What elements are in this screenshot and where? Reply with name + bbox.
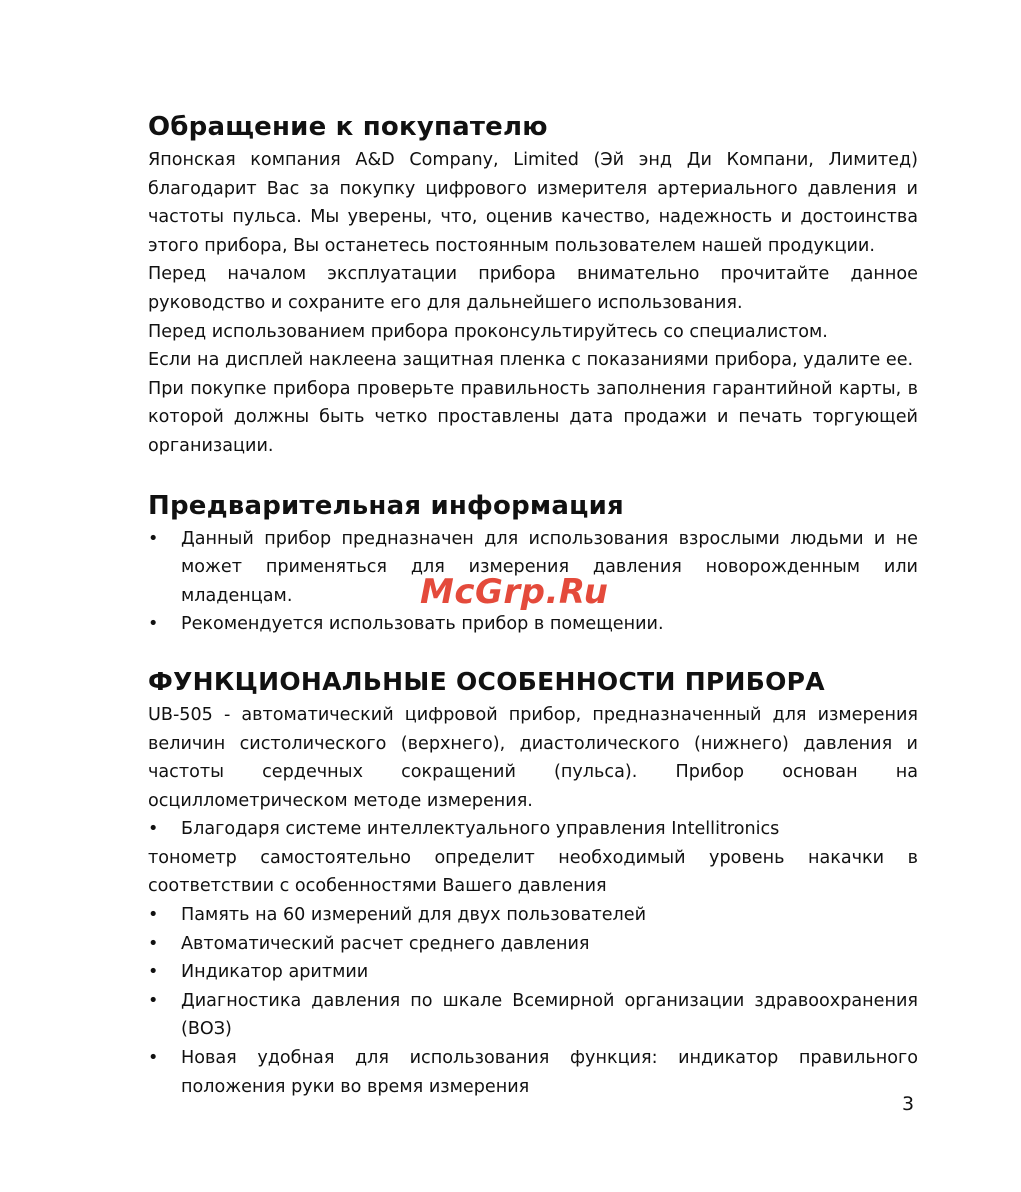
list-item — [148, 525, 918, 611]
bullet-marker: • — [148, 962, 159, 983]
features-list — [148, 901, 918, 1101]
page-content — [148, 108, 918, 1101]
appeal-paragraph-2: Перед началом эксплуатации прибора внимательно прочитайте данное руководство и сохраните его для дальнейшего использования. — [148, 264, 918, 313]
features-intro: UB-505 - автоматический цифровой прибор, предназначенный для измерения величин систолического (верхнего), диастолического (нижнего) давления и частоты сердечных сокращений (пульса). Прибор основан на осциллометрическом методе измерения. — [148, 704, 918, 811]
list-item — [148, 987, 918, 1044]
bullet-marker: • — [148, 933, 159, 954]
section-title-prelim: Предварительная информация — [148, 490, 624, 521]
feature-item-text: Диагностика давления по шкале Всемирной организации здравоохранения (ВОЗ) — [181, 990, 918, 1040]
prelim-item-text: Данный прибор предназначен для использования взрослыми людьми и не может применяться для измерения давления новорожденным или младенцам. — [181, 528, 918, 606]
watermark-logo: McGrp.Ru — [420, 572, 609, 612]
features-lead-item — [148, 815, 918, 844]
bullet-marker: • — [148, 990, 159, 1011]
appeal-paragraph-5: При покупке прибора проверьте правильность заполнения гарантийной карты, в которой должны быть четко проставлены дата продажи и печать торгующей организации. — [148, 378, 918, 456]
prelim-item-text: Рекомендуется использовать прибор в помещении. — [181, 614, 664, 635]
section-preliminary-info — [148, 487, 918, 639]
list-item — [148, 930, 918, 959]
features-lead-item-continuation: тонометр самостоятельно определит необходимый уровень накачки в соответствии с особенностями Вашего давления — [148, 847, 918, 897]
bullet-marker: • — [148, 1048, 159, 1069]
bullet-marker: • — [148, 614, 159, 635]
section-title-appeal: Обращение к покупателю — [148, 112, 548, 142]
section-customer-appeal — [148, 108, 918, 461]
appeal-paragraph-3: Перед использованием прибора проконсультируйтесь со специалистом. — [148, 321, 828, 342]
bullet-marker: • — [148, 905, 159, 926]
section-title-features: ФУНКЦИОНАЛЬНЫЕ ОСОБЕННОСТИ ПРИБОРА — [148, 666, 825, 696]
feature-item-text: Память на 60 измерений для двух пользователей — [181, 905, 647, 926]
features-lead-item-text: Благодаря системе интеллектуального управления Intellitronics — [181, 819, 780, 840]
feature-item-text: Автоматический расчет среднего давления — [181, 933, 590, 954]
appeal-paragraph-4: Если на дисплей наклеена защитная пленка с показаниями прибора, удалите ее. — [148, 350, 914, 371]
feature-item-text: Индикатор аритмии — [181, 962, 369, 983]
page-number: 3 — [902, 1093, 915, 1115]
feature-item-text: Новая удобная для использования функция: индикатор правильного положения руки во время измерения — [181, 1048, 918, 1097]
list-item — [148, 901, 918, 930]
list-item — [148, 610, 918, 639]
list-item — [148, 1044, 918, 1101]
section-device-features — [148, 663, 918, 1101]
bullet-marker: • — [148, 819, 159, 840]
prelim-list — [148, 525, 918, 639]
bullet-marker: • — [148, 528, 159, 549]
list-item — [148, 958, 918, 987]
appeal-paragraph-1: Японская компания A&D Company, Limited (Эй энд Ди Компани, Лимитед) благодарит Вас за покупку цифрового измерителя артериального давления и частоты пульса. Мы уверены, что, оценив качество, надежность и достоинства этого прибора, Вы останетесь постоянным пользователем нашей продукции. — [148, 150, 918, 256]
